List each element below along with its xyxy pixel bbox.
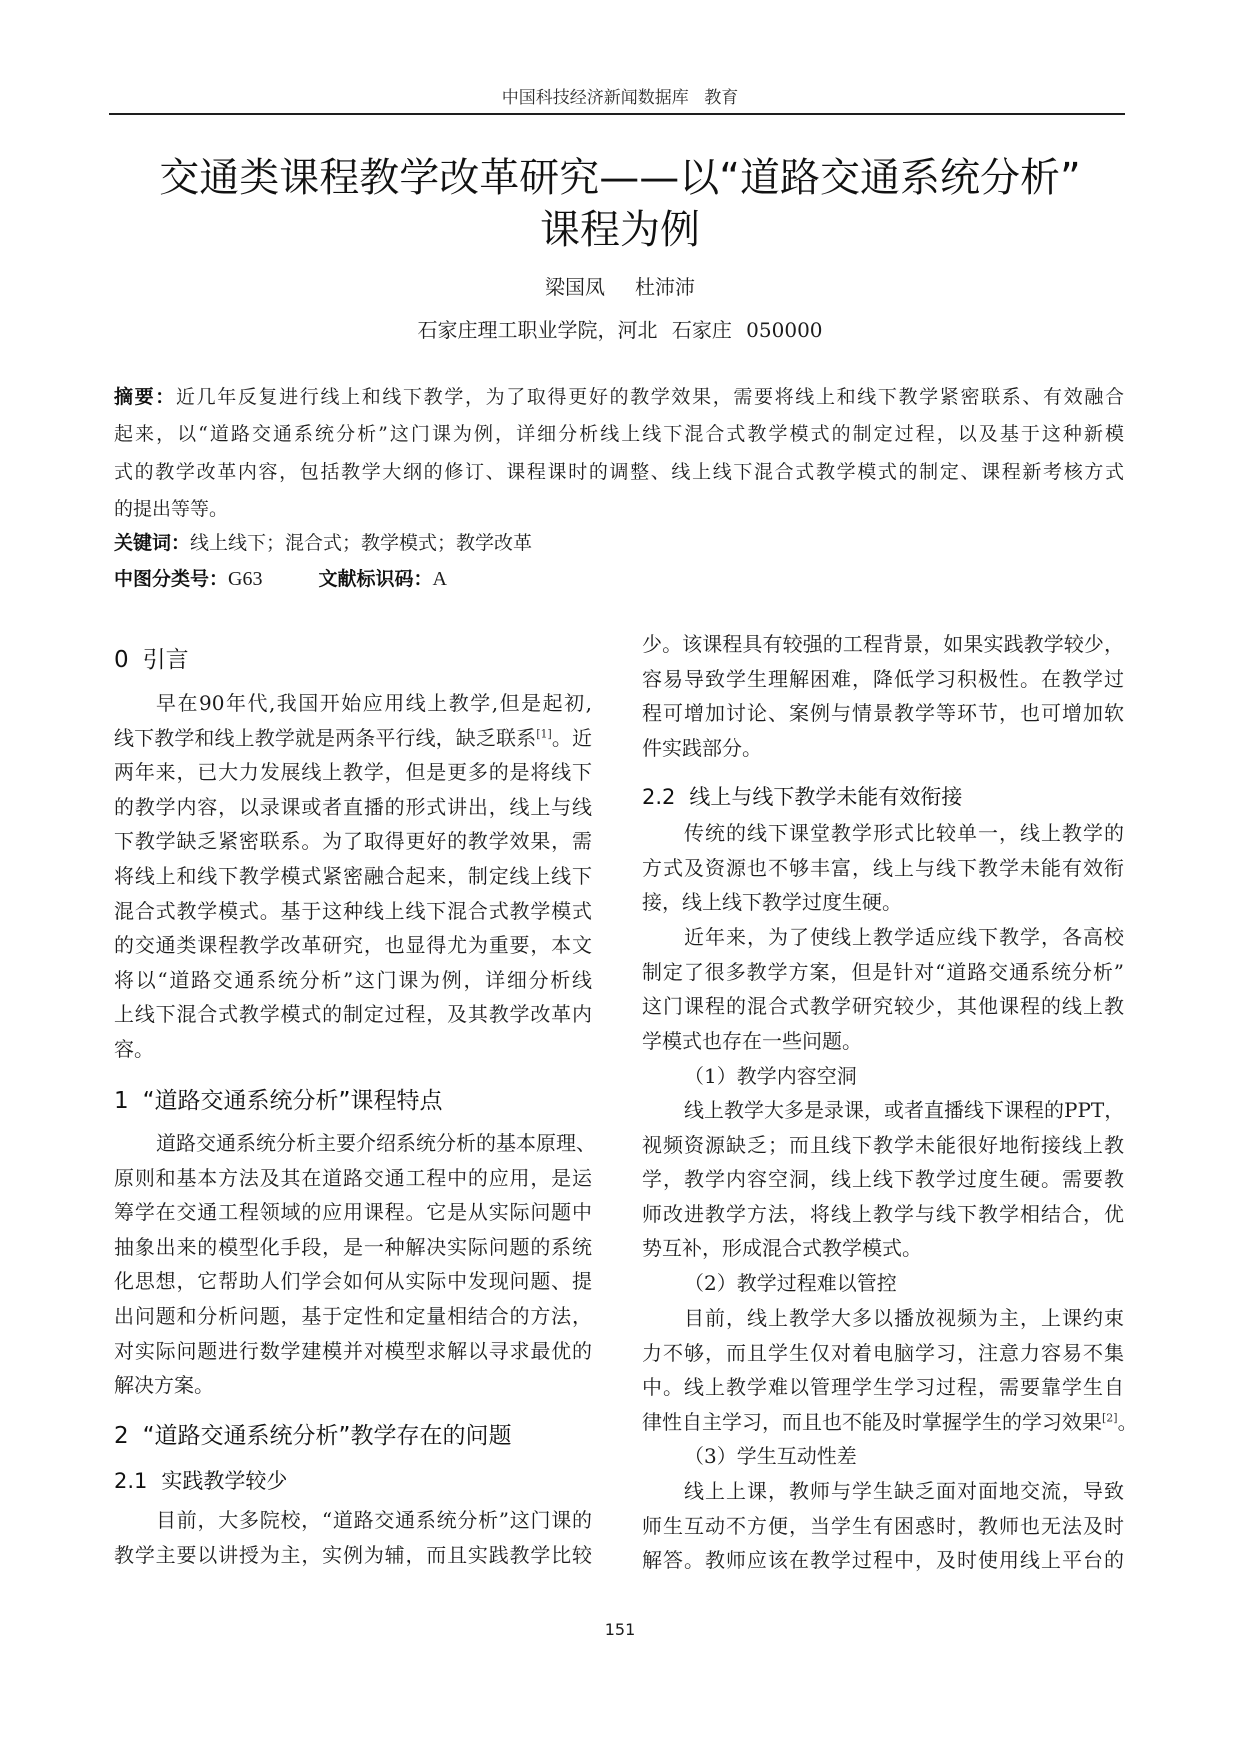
text-line: 势互补，形成混合式教学模式。 <box>642 1236 922 1261</box>
citation-ref: [2] <box>1102 1411 1118 1425</box>
text-line: 视频资源缺乏；而且线下教学未能很好地衔接线上教 <box>642 1132 1124 1157</box>
section-heading <box>114 1084 592 1118</box>
item-heading: （2）教学过程难以管控 <box>684 1271 897 1295</box>
text-line: 的交通类课程教学改革研究，也显得尤为重要，本文 <box>114 933 592 958</box>
text-line: 出问题和分析问题，基于定性和定量相结合的方法， <box>114 1303 592 1328</box>
text-line: 中。线上教学难以管理学生学习过程，需要靠学生自 <box>642 1375 1124 1400</box>
text-line: 化思想，它帮助人们学会如何从实际中发现问题、提 <box>114 1269 592 1294</box>
text-line: 将线上和线下教学模式紧密融合起来，制定线上线下 <box>114 863 592 888</box>
text-line: 传统的线下课堂教学形式比较单一，线上教学的 <box>684 821 1124 845</box>
text-line: 程可增加讨论、案例与情景教学等环节，也可增加软 <box>642 701 1124 726</box>
text-line: 筹学在交通工程领域的应用课程。它是从实际问题中 <box>114 1200 592 1225</box>
text-line: 方式及资源也不够丰富，线上与线下教学未能有效衔 <box>642 855 1124 880</box>
paragraph <box>114 686 592 1067</box>
text-line: 两年来，已大力发展线上教学，但是更多的是将线下 <box>114 760 592 785</box>
paragraph <box>114 1126 596 1403</box>
section-title: 实践教学较少 <box>161 1469 288 1493</box>
section-title: “道路交通系统分析”教学存在的问题 <box>142 1423 512 1449</box>
text-line: 解答。教师应该在教学过程中，及时使用线上平台的 <box>642 1548 1124 1573</box>
item-heading: （3）学生互动性差 <box>684 1444 857 1468</box>
clc-value: G63 <box>228 568 263 590</box>
section-title: 引言 <box>142 647 189 673</box>
text-line: 早在90年代,我国开始应用线上教学,但是起初, <box>156 691 592 715</box>
subsection-heading <box>642 780 1124 814</box>
section-heading <box>114 1419 592 1453</box>
text-line: 件实践部分。 <box>642 735 762 760</box>
paragraph <box>642 627 1124 765</box>
text-line: 下教学缺乏紧密联系。为了取得更好的教学效果，需 <box>114 829 592 854</box>
text-line: 容。 <box>114 1036 154 1061</box>
text-line: 力不够，而且学生仅对着电脑学习，注意力容易不集 <box>642 1340 1124 1365</box>
abstract-text: 近几年反复进行线上和线下教学，为了取得更好的教学效果，需要将线上和线下教学紧密联系、有效融合 <box>175 386 1124 408</box>
text-line: 少。该课程具有较强的工程背景，如果实践教学较少， <box>642 632 1124 656</box>
text-line: 线上上课，教师与学生缺乏面对面地交流，导致 <box>684 1479 1124 1503</box>
text-line: 对实际问题进行数学建模并对模型求解以寻求最优的 <box>114 1338 592 1363</box>
text-line <box>642 1405 1138 1440</box>
author-name: 梁国凤 <box>545 275 605 299</box>
text-line: 目前，大多院校，“道路交通系统分析”这门课的 <box>156 1508 592 1532</box>
paragraph <box>642 1474 1124 1578</box>
section-title: “道路交通系统分析”课程特点 <box>142 1088 443 1114</box>
abstract-label: 摘要： <box>114 386 176 408</box>
text-line: 这门课程的混合式教学研究较少，其他课程的线上教 <box>642 994 1124 1019</box>
keywords-value: 线上线下；混合式；教学模式；教学改革 <box>190 532 533 554</box>
section-number: 2.1 <box>114 1469 148 1493</box>
section-number: 2.2 <box>642 785 676 809</box>
text-run: 。近 <box>551 725 593 750</box>
section-number: 0 <box>114 647 129 673</box>
text-line: 上线下混合式教学模式的制定过程，及其教学改革内 <box>114 1002 592 1027</box>
text-line: 制定了很多教学方案，但是针对“道路交通系统分析” <box>642 959 1124 984</box>
abstract-line: 的提出等等。 <box>114 498 229 521</box>
running-head: 中国科技经济新闻数据库 教育 <box>501 88 739 108</box>
paragraph <box>642 1093 1124 1266</box>
item-heading: （1）教学内容空洞 <box>684 1064 857 1088</box>
text-line: 目前，线上教学大多以播放视频为主，上课约束 <box>684 1306 1124 1330</box>
text-run: 。 <box>1117 1409 1138 1434</box>
text-line: 混合式教学模式。基于这种线上线下混合式教学模式 <box>114 898 592 923</box>
paragraph <box>642 1301 1138 1439</box>
text-line: 解决方案。 <box>114 1373 214 1398</box>
paper-title-line: 课程为例 <box>540 207 700 253</box>
clc-label: 中图分类号： <box>114 568 229 590</box>
text-run: 律性自主学习，而且也不能及时掌握学生的学习效果 <box>642 1409 1102 1434</box>
text-line <box>114 721 592 756</box>
text-line: 将以“道路交通系统分析”这门课为例，详细分析线 <box>114 967 592 992</box>
paragraph <box>642 816 1124 920</box>
text-run: 线下教学和线上教学就是两条平行线，缺乏联系 <box>114 725 537 750</box>
doc-code-value: A <box>432 568 447 590</box>
text-line: 线上教学大多是录课，或者直播线下课程的PPT， <box>684 1098 1125 1122</box>
text-line: 原则和基本方法及其在道路交通工程中的应用，是运 <box>114 1165 592 1190</box>
text-line: 师生互动不方便，当学生有困惑时，教师也无法及时 <box>642 1513 1124 1538</box>
keywords-label: 关键词： <box>114 532 191 554</box>
text-line: 师改进教学方法，将线上教学与线下教学相结合，优 <box>642 1201 1124 1226</box>
text-line: 接，线上线下教学过度生硬。 <box>642 890 902 915</box>
paper-title-line: 交通类课程教学改革研究——以“道路交通系统分析” <box>159 155 1081 201</box>
text-line: 教学主要以讲授为主，实例为辅，而且实践教学比较 <box>114 1542 592 1567</box>
section-heading <box>114 643 592 677</box>
section-number: 2 <box>114 1423 129 1449</box>
text-line: 道路交通系统分析主要介绍系统分析的基本原理、 <box>156 1131 596 1155</box>
left-column <box>114 0 596 1753</box>
text-line: 近年来，为了使线上教学适应线下教学，各高校 <box>684 925 1124 949</box>
text-line: 学模式也存在一些问题。 <box>642 1028 862 1053</box>
paragraph <box>642 920 1124 1058</box>
doc-code-label: 文献标识码： <box>318 568 433 590</box>
text-line: 容易导致学生理解困难，降低学习积极性。在教学过 <box>642 666 1124 691</box>
abstract-line: 起来，以“道路交通系统分析”这门课为例，详细分析线上线下混合式教学模式的制定过程，以及基于这种新模 <box>114 423 1124 446</box>
text-line: 的教学内容，以录课或者直播的形式讲出，线上与线 <box>114 794 592 819</box>
author-name: 杜沛沛 <box>635 275 695 299</box>
text-line: 抽象出来的模型化手段，是一种解决实际问题的系统 <box>114 1234 592 1259</box>
author-affiliation: 石家庄理工职业学院，河北 石家庄 050000 <box>417 318 823 342</box>
section-title: 线上与线下教学未能有效衔接 <box>689 785 963 809</box>
page-number: 151 <box>604 1620 636 1639</box>
abstract-line: 式的教学改革内容，包括教学大纲的修订、课程课时的调整、线上线下混合式教学模式的制定、课程新考核方式 <box>114 460 1124 483</box>
section-number: 1 <box>114 1088 129 1114</box>
paragraph <box>114 1503 592 1572</box>
text-line: 学，教学内容空洞，线上线下教学过度生硬。需要教 <box>642 1167 1124 1192</box>
right-column <box>642 0 1138 1753</box>
citation-ref: [1] <box>536 726 552 740</box>
subsection-heading <box>114 1464 592 1498</box>
